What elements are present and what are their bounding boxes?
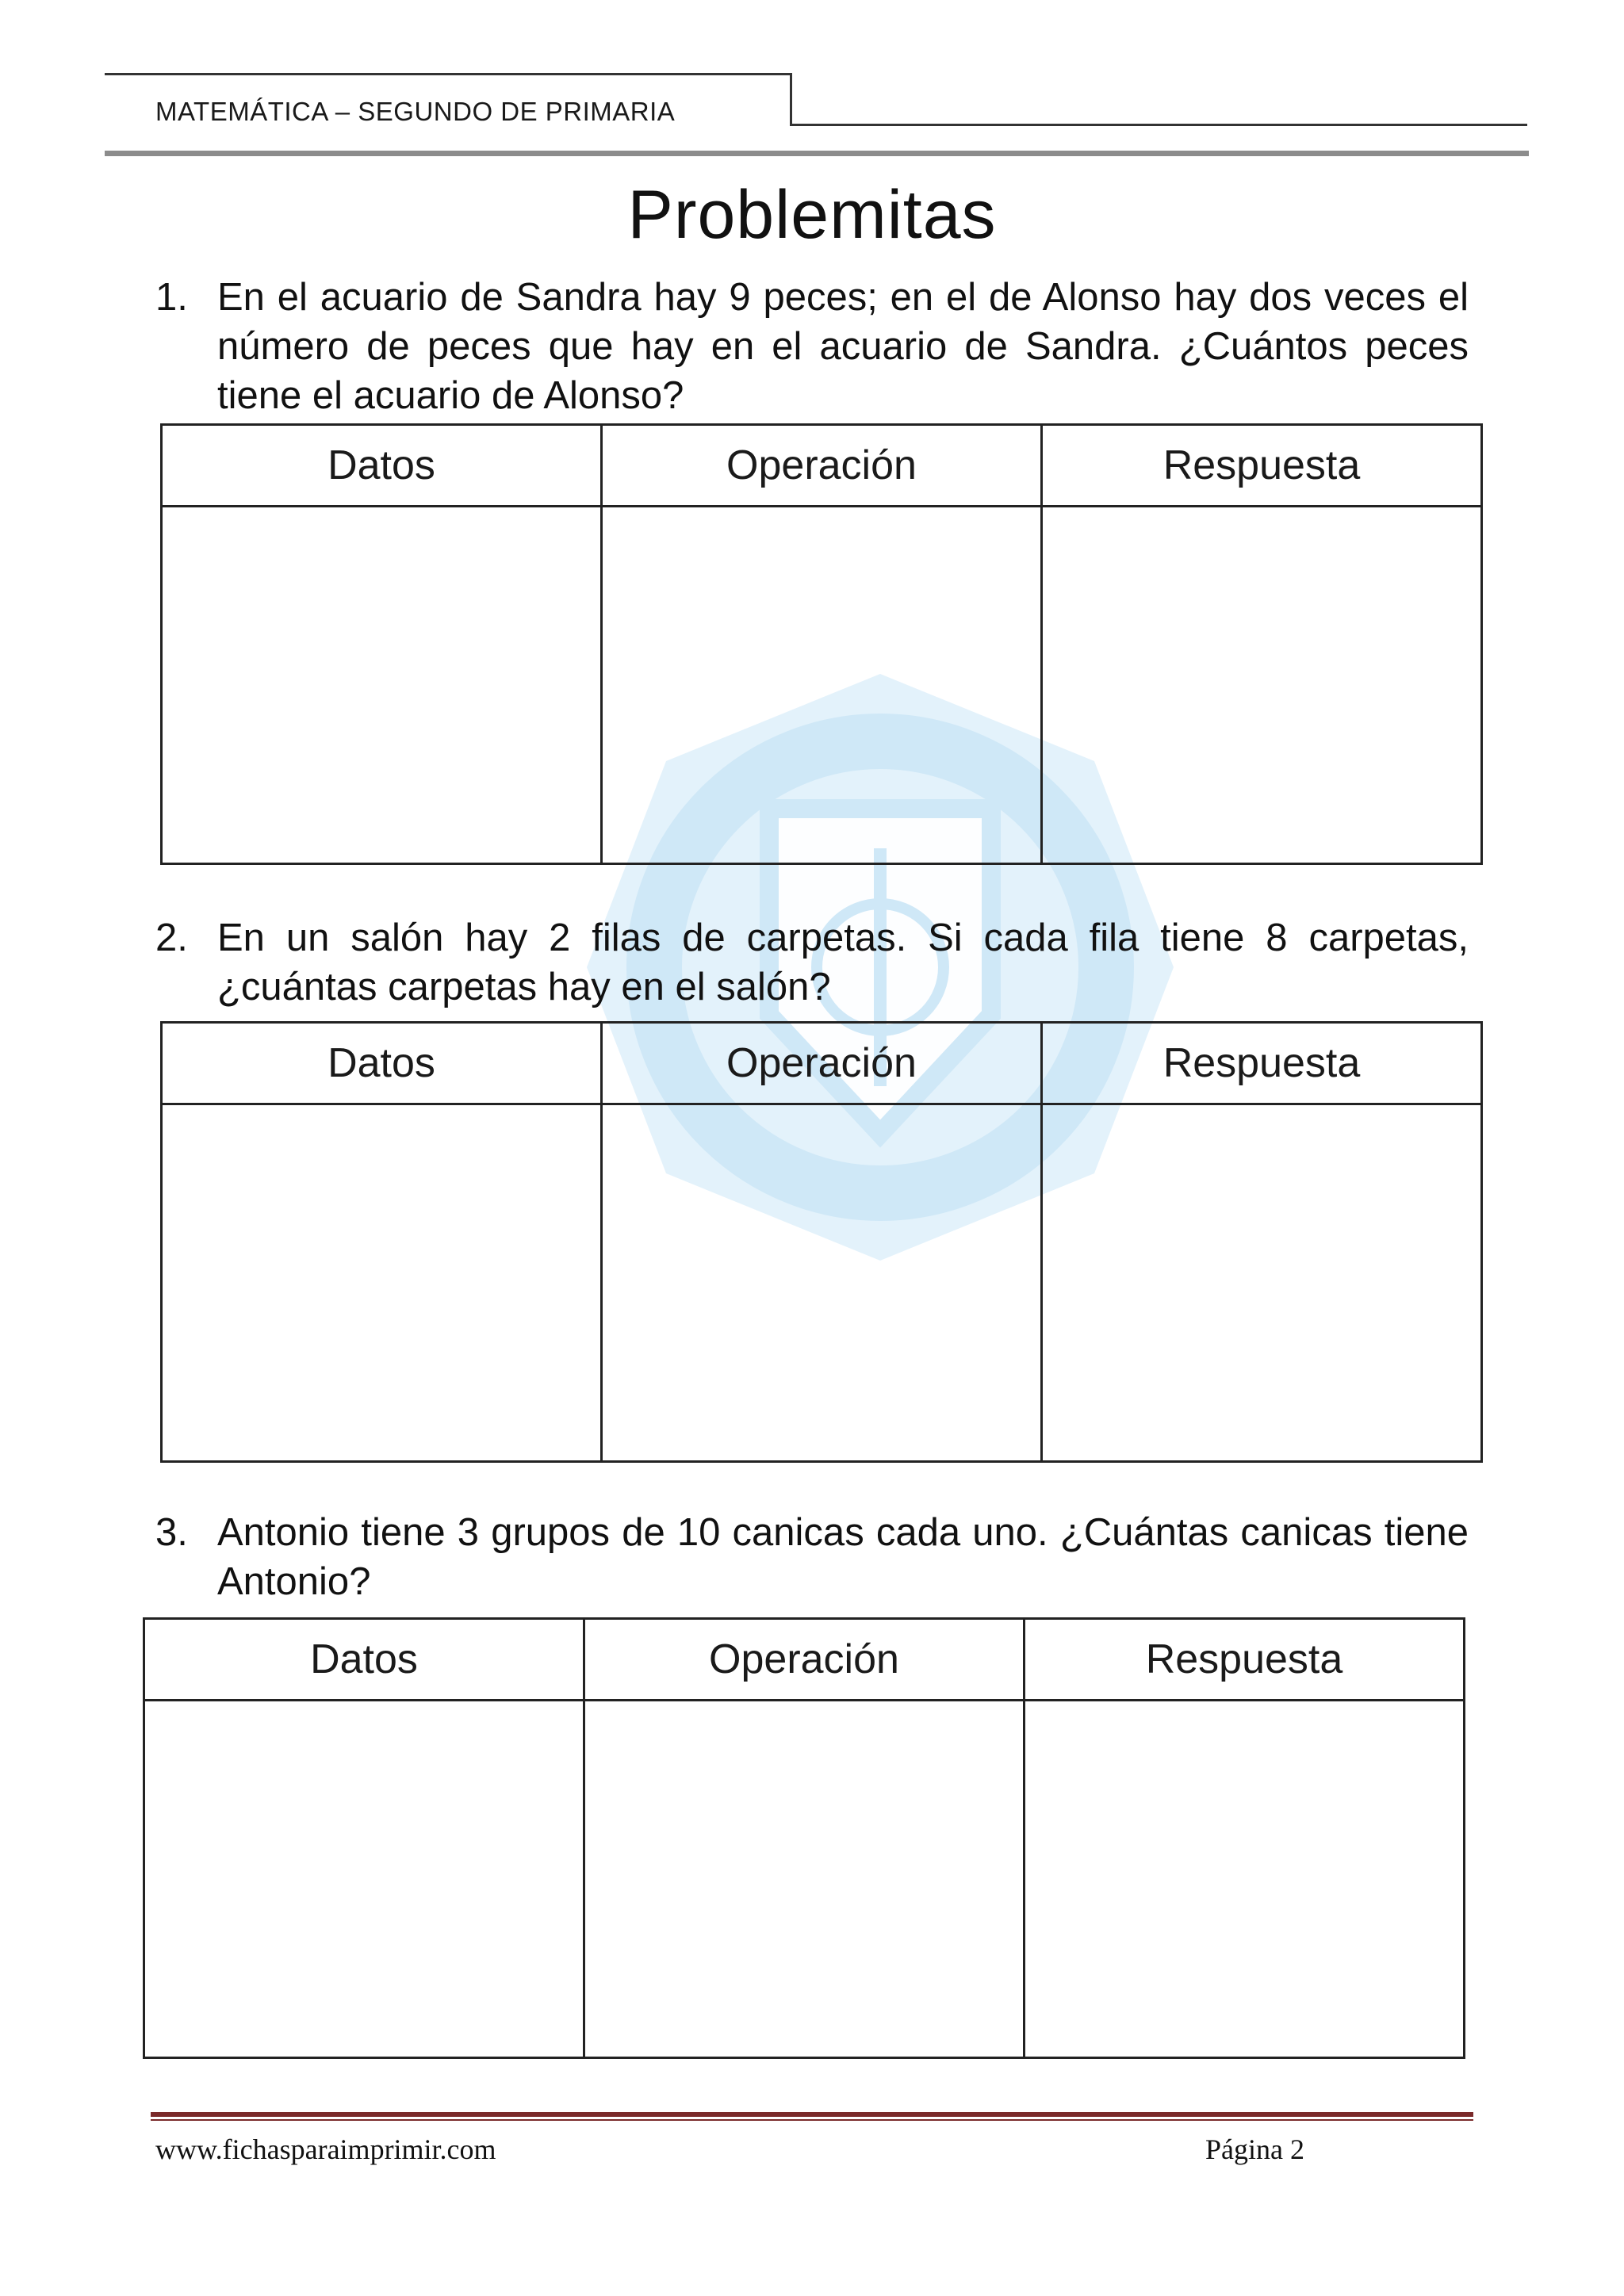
header-rule-gray [105, 151, 1529, 156]
problem-text: En el acuario de Sandra hay 9 peces; en el de Alonso hay dos veces el número de peces que hay en el acuario de Sandra. ¿Cuántos peces tiene el acuario de Alonso? [217, 276, 1469, 417]
problem-1 [155, 273, 1469, 420]
respuesta-cell[interactable] [1025, 1701, 1465, 2058]
header-rule-right [790, 124, 1527, 126]
operacion-cell[interactable] [584, 1701, 1025, 2058]
header-respuesta: Respuesta [1042, 425, 1482, 507]
header-rule-top [105, 73, 791, 75]
respuesta-cell[interactable] [1042, 1104, 1482, 1462]
datos-cell[interactable] [162, 1104, 602, 1462]
header-datos: Datos [144, 1619, 584, 1701]
problem-number: 2. [155, 916, 188, 959]
footer-page-number: Página 2 [1205, 2133, 1304, 2165]
answer-table-2 [160, 1021, 1483, 1463]
respuesta-cell[interactable] [1042, 507, 1482, 864]
problem-text: Antonio tiene 3 grupos de 10 canicas cada uno. ¿Cuántas canicas tiene Antonio? [217, 1511, 1469, 1603]
problem-number: 3. [155, 1511, 188, 1554]
header-respuesta: Respuesta [1042, 1023, 1482, 1104]
problem-text: En un salón hay 2 filas de carpetas. Si cada fila tiene 8 carpetas, ¿cuántas carpetas hay en el salón? [217, 916, 1469, 1008]
datos-cell[interactable] [144, 1701, 584, 2058]
footer-rule-thin [151, 2119, 1473, 2121]
problem-2 [155, 913, 1469, 1012]
footer-rule [151, 2112, 1473, 2117]
header-operacion: Operación [584, 1619, 1025, 1701]
operacion-cell[interactable] [602, 507, 1042, 864]
header-datos: Datos [162, 425, 602, 507]
header-operacion: Operación [602, 425, 1042, 507]
page-title: Problemitas [627, 177, 997, 253]
answer-table-1 [160, 423, 1483, 865]
footer-website-link[interactable]: www.fichasparaimprimir.com [155, 2133, 496, 2165]
header-rule-vertical [790, 73, 792, 125]
operacion-cell[interactable] [602, 1104, 1042, 1462]
header-title: MATEMÁTICA – SEGUNDO DE PRIMARIA [155, 97, 676, 126]
problem-3 [155, 1508, 1469, 1606]
header-datos: Datos [162, 1023, 602, 1104]
datos-cell[interactable] [162, 507, 602, 864]
header-respuesta: Respuesta [1025, 1619, 1465, 1701]
answer-table-3 [143, 1617, 1465, 2059]
problem-number: 1. [155, 276, 188, 319]
header-operacion: Operación [602, 1023, 1042, 1104]
